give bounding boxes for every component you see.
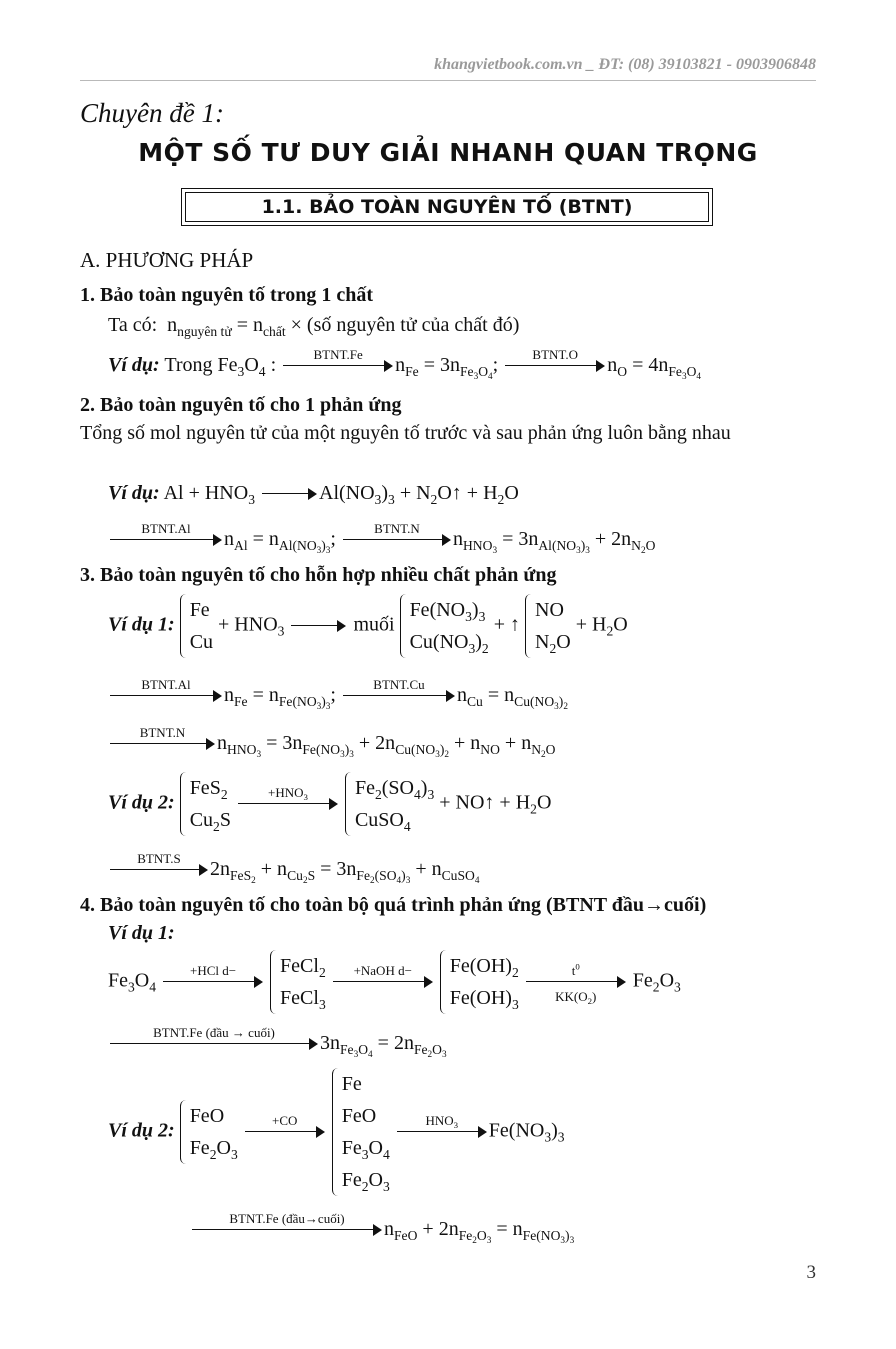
example1-label: Ví dụ 1:: [108, 613, 175, 636]
header-rule: [80, 80, 816, 81]
chloride-brace: FeCl$_2$ FeCl$_3$: [270, 950, 326, 1014]
oxide-brace: FeO $Fe_2O_3$: [180, 1100, 238, 1164]
section-title: 1.1. BẢO TOÀN NGUYÊN TỐ (BTNT): [185, 192, 709, 222]
example-label: Ví dụ:: [108, 482, 160, 504]
product-brace: $Fe_2(SO_4)_3$ CuSO$_4$: [345, 772, 434, 836]
arrow-label: BTNT.Al: [141, 677, 191, 693]
chapter-title: MỘT SỐ TƯ DUY GIẢI NHANH QUAN TRỌNG: [138, 138, 758, 167]
arrow-label: BTNT.Fe: [313, 347, 363, 363]
item2-btnt: BTNT.Al $n_{Al} = n_{Al(NO_3)_3}$; BTNT.N $n_{HNO_3} = 3n_{Al(NO_3)_3} + 2n_{N_2O}$: [108, 528, 655, 551]
item1-formula: Ta có: $n_{nguyên tử} = n_{chất}$ × (số nguyên tử của chất đó): [108, 314, 520, 339]
arrow-heat: [526, 961, 626, 1007]
arrow-label: +CO: [272, 1113, 298, 1128]
arrow-label: BTNT.Fe (đầu→cuối): [229, 1211, 345, 1227]
item2-title: 2. Bảo toàn nguyên tố cho 1 phản ứng: [80, 394, 402, 416]
item4-chain: $Fe_3O_4$ +HCl d− FeCl$_2$ FeCl$_3$ +NaOH d− $Fe(OH)_2$ $Fe(OH)_3$ $\frac{t^0}{KK(O_2)}$ $Fe_2O_3$: [108, 950, 681, 1014]
reaction-arrow: [262, 487, 317, 501]
item3-btnt-2: BTNT.N $n_{HNO_3} = 3n_{Fe(NO_3)_3} + 2n_{Cu(NO_3)_2} + n_{NO} + n_{N_2O}$: [108, 732, 555, 755]
arrow-label: $HNO_3$: [425, 1113, 459, 1131]
item1-title: 1. Bảo toàn nguyên tố trong 1 chất: [80, 284, 373, 306]
item3-btnt-3: BTNT.S $2n_{FeS_2} + n_{Cu_2S} = 3n_{Fe_2(SO_4)_3} + n_{CuSO_4}$: [108, 858, 479, 881]
item3-btnt-1: BTNT.Al $n_{Fe} = n_{Fe(NO_3)_3}$; BTNT.Cu $n_{Cu} = n_{Cu(NO_3)_2}$: [108, 684, 568, 707]
gas-brace: NO $N_2O$: [525, 594, 571, 658]
item4-btnt-1: BTNT.Fe (đầu → cuối) $3n_{Fe_3O_4} = 2n_{Fe_2O_3}$: [108, 1032, 447, 1055]
section-title-box: [181, 188, 713, 226]
example2-label: Ví dụ 2:: [108, 791, 175, 814]
mixture-brace: Fe FeO $Fe_3O_4$ $Fe_2O_3$: [332, 1068, 390, 1196]
item3-title: 3. Bảo toàn nguyên tố cho hỗn hợp nhiều chất phản ứng: [80, 564, 557, 586]
part-a-heading: A. PHƯƠNG PHÁP: [80, 248, 254, 272]
hydroxide-brace: $Fe(OH)_2$ $Fe(OH)_3$: [440, 950, 519, 1014]
arrow-btnt-n: [343, 521, 451, 547]
arrow-label: BTNT.N: [374, 521, 420, 537]
arrow-label: $t^0$: [571, 961, 580, 978]
reactant-brace: Fe Cu: [180, 594, 213, 658]
item1-note: (số nguyên tử của chất đó): [306, 314, 520, 336]
arrow-sublabel: $KK(O_2)$: [555, 989, 597, 1007]
arrow-label: +HCl d−: [190, 963, 237, 978]
item2-paragraph: Tổng số mol nguyên tử của một nguyên tố trước và sau phản ứng luôn bằng nhau: [80, 422, 731, 444]
arrow-label: BTNT.S: [137, 851, 181, 867]
arrow-naoh: [333, 963, 433, 989]
item4-btnt-2: BTNT.Fe (đầu→cuối) $n_{FeO} + 2n_{Fe_2O_3} = n_{Fe(NO_3)_3}$: [190, 1218, 574, 1241]
example2-label: Ví dụ 2:: [108, 1119, 175, 1142]
chapter-label: Chuyên đề 1:: [80, 98, 224, 128]
arrow-label: $+HNO_3$: [267, 785, 308, 803]
arrow-label: BTNT.N: [139, 725, 186, 741]
item3-example2: Ví dụ 2: FeS$_2$ $Cu_2S$ $+HNO_3$ $Fe_2(SO_4)_3$ CuSO$_4$ + NO↑ + $H_2O$: [108, 772, 551, 836]
page-header: khangvietbook.com.vn _ ĐT: (08) 39103821 - 0903906848: [434, 56, 816, 73]
trong-word: Trong: [164, 354, 213, 376]
arrow-btnt-s: [110, 851, 208, 877]
item3-example1: Ví dụ 1: Fe Cu + $HNO_3$ muối $Fe(NO_3)_3$ $Cu(NO_3)_2$ + ↑ NO $N_2O$ + $H_2O$: [108, 594, 628, 658]
arrow-btnt-al: [110, 677, 222, 703]
arrow-btnt-al: [110, 521, 222, 547]
arrow-label: BTNT.Fe (đầu → cuối): [153, 1025, 275, 1041]
arrow-label: BTNT.Al: [141, 521, 191, 537]
page-number: 3: [806, 1262, 816, 1283]
arrow-label: +NaOH d−: [353, 963, 412, 978]
arrow-btnt-n: [110, 725, 215, 751]
arrow-btnt-fe-dc: [192, 1211, 382, 1237]
item2-example: Ví dụ: $Al + HNO_3$ $Al(NO_3)_3$ + $N_2O↑ + H_2O$: [108, 482, 519, 507]
arrow-hcl: [163, 963, 263, 989]
example-label: Ví dụ:: [108, 354, 160, 376]
arrow-btnt-fe: [283, 347, 393, 373]
arrow-btnt-o: [505, 347, 605, 373]
arrow-co: [245, 1113, 325, 1139]
muoi-word: muối: [353, 613, 395, 636]
reaction-arrow: [291, 619, 346, 633]
item4-title: 4. Bảo toàn nguyên tố cho toàn bộ quá trình phản ứng (BTNT đầu→cuối): [80, 894, 707, 916]
arrow-hno3: [238, 785, 338, 811]
arrow-hno3: [397, 1113, 487, 1139]
reactant-brace: FeS$_2$ $Cu_2S$: [180, 772, 231, 836]
example1-label: Ví dụ 1:: [108, 922, 175, 944]
arrow-label: BTNT.Cu: [373, 677, 425, 693]
arrow-label: BTNT.O: [532, 347, 579, 363]
item1-example: Ví dụ: Trong $Fe_3O_4$ : BTNT.Fe $n_{Fe} = 3n_{Fe_3O_4}$; BTNT.O $n_O = 4n_{Fe_3O_4}$: [108, 347, 702, 381]
item4-example2: Ví dụ 2: FeO $Fe_2O_3$ +CO Fe FeO $Fe_3O_4$ $Fe_2O_3$ $HNO_3$ $Fe(NO_3)_3$: [108, 1068, 565, 1196]
salt-brace: $Fe(NO_3)_3$ $Cu(NO_3)_2$: [400, 594, 489, 658]
item1-intro: Ta có:: [108, 314, 158, 336]
arrow-btnt-fe-dc: [110, 1025, 318, 1051]
arrow-btnt-cu: [343, 677, 455, 703]
